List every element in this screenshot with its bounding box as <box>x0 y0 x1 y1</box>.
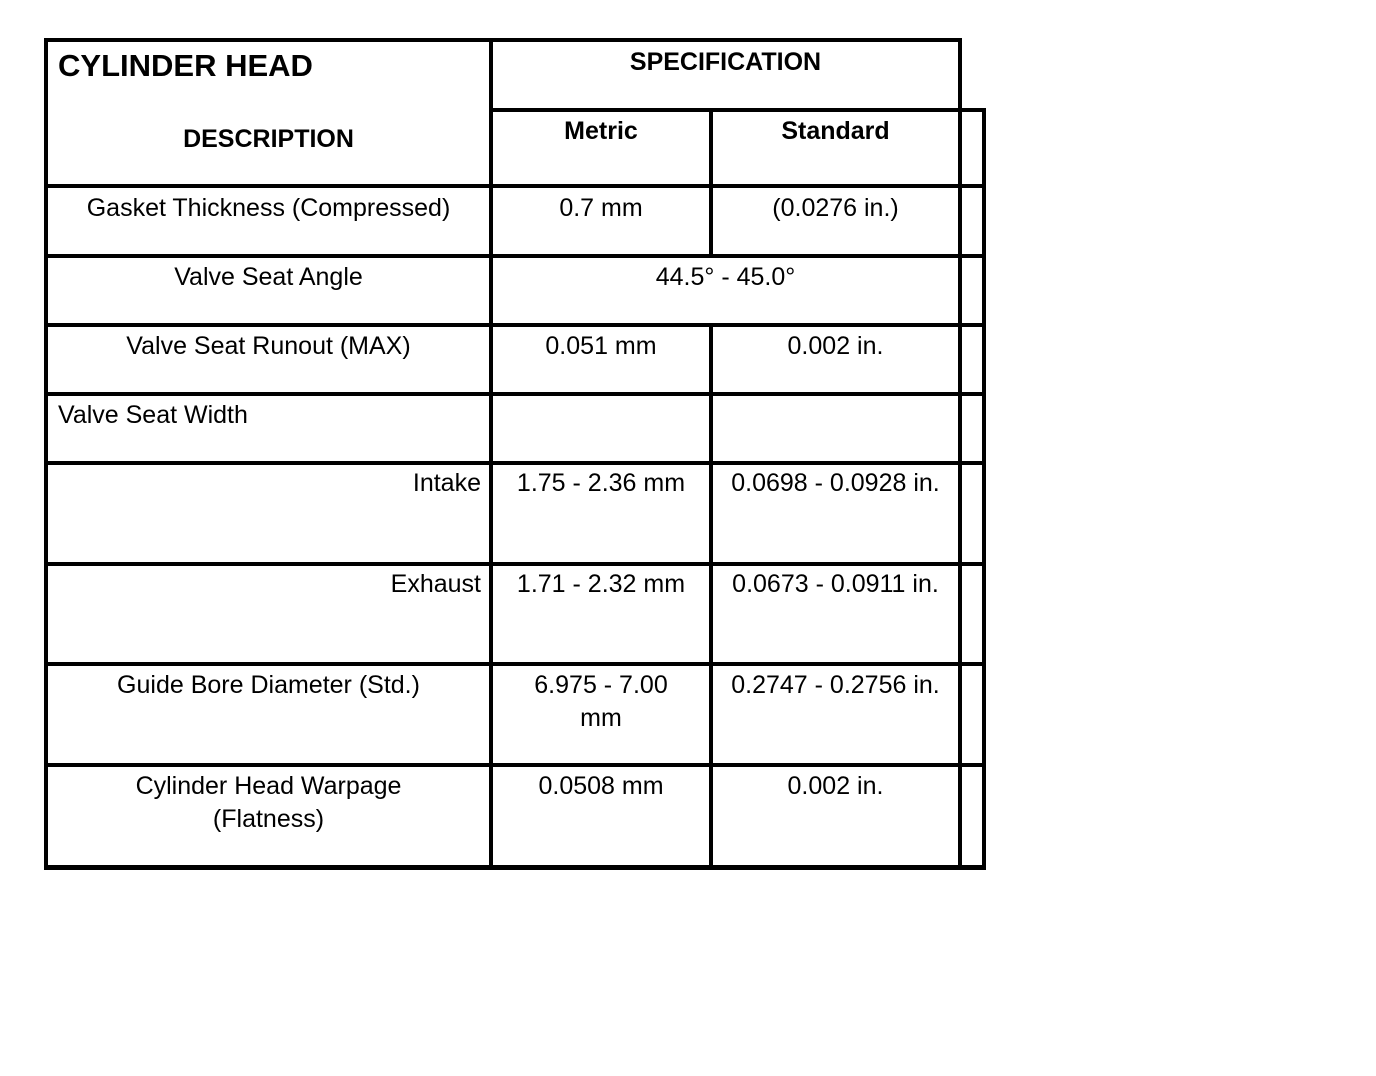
row-divider <box>44 461 986 465</box>
row-divider <box>44 392 986 396</box>
row-divider <box>44 323 986 327</box>
table-border-top <box>44 38 962 42</box>
row-description: Exhaust <box>390 570 481 598</box>
row-combined-value: 44.5° - 45.0° <box>655 263 796 291</box>
cylinder-head-spec-table <box>44 38 986 870</box>
row-divider <box>44 184 986 188</box>
description-column-divider <box>489 38 493 870</box>
row-divider <box>44 662 986 666</box>
row-divider <box>44 254 986 258</box>
row-metric: 1.71 - 2.32 mm <box>516 570 686 598</box>
row-standard: 0.2747 - 0.2756 in. <box>731 671 940 699</box>
table-inner-right-border <box>958 108 962 870</box>
specification-header: SPECIFICATION <box>629 48 822 76</box>
row-metric: 6.975 - 7.00 mm <box>534 671 675 732</box>
row-description: Valve Seat Angle <box>174 263 363 291</box>
row-metric: 0.0508 mm <box>538 772 664 800</box>
spec-header-right-border <box>958 38 962 112</box>
row-description: Valve Seat Width <box>58 401 248 429</box>
row-description: Cylinder Head Warpage (Flatness) <box>135 772 409 833</box>
row-description: Gasket Thickness (Compressed) <box>86 194 451 222</box>
row-standard: (0.0276 in.) <box>772 194 899 222</box>
row-divider <box>44 763 986 767</box>
row-description: Guide Bore Diameter (Std.) <box>117 671 420 699</box>
standard-header: Standard <box>781 117 890 145</box>
row-standard: 0.002 in. <box>787 332 884 360</box>
row-metric: 0.7 mm <box>559 194 643 222</box>
description-header: DESCRIPTION <box>183 125 354 153</box>
spec-header-bottom-border <box>489 108 986 112</box>
table-title: CYLINDER HEAD <box>58 48 313 83</box>
table-border-bottom <box>44 865 986 870</box>
row-metric: 1.75 - 2.36 mm <box>516 469 686 497</box>
row-description: Intake <box>412 469 481 497</box>
row-divider <box>44 562 986 566</box>
table-border-right <box>982 108 986 870</box>
table-border-left <box>44 38 48 870</box>
row-standard: 0.0698 - 0.0928 in. <box>731 469 940 497</box>
row-metric: 0.051 mm <box>545 332 657 360</box>
row-description: Valve Seat Runout (MAX) <box>126 332 411 360</box>
row-standard: 0.0673 - 0.0911 in. <box>732 570 939 598</box>
row-standard: 0.002 in. <box>787 772 884 800</box>
metric-header: Metric <box>564 117 638 145</box>
